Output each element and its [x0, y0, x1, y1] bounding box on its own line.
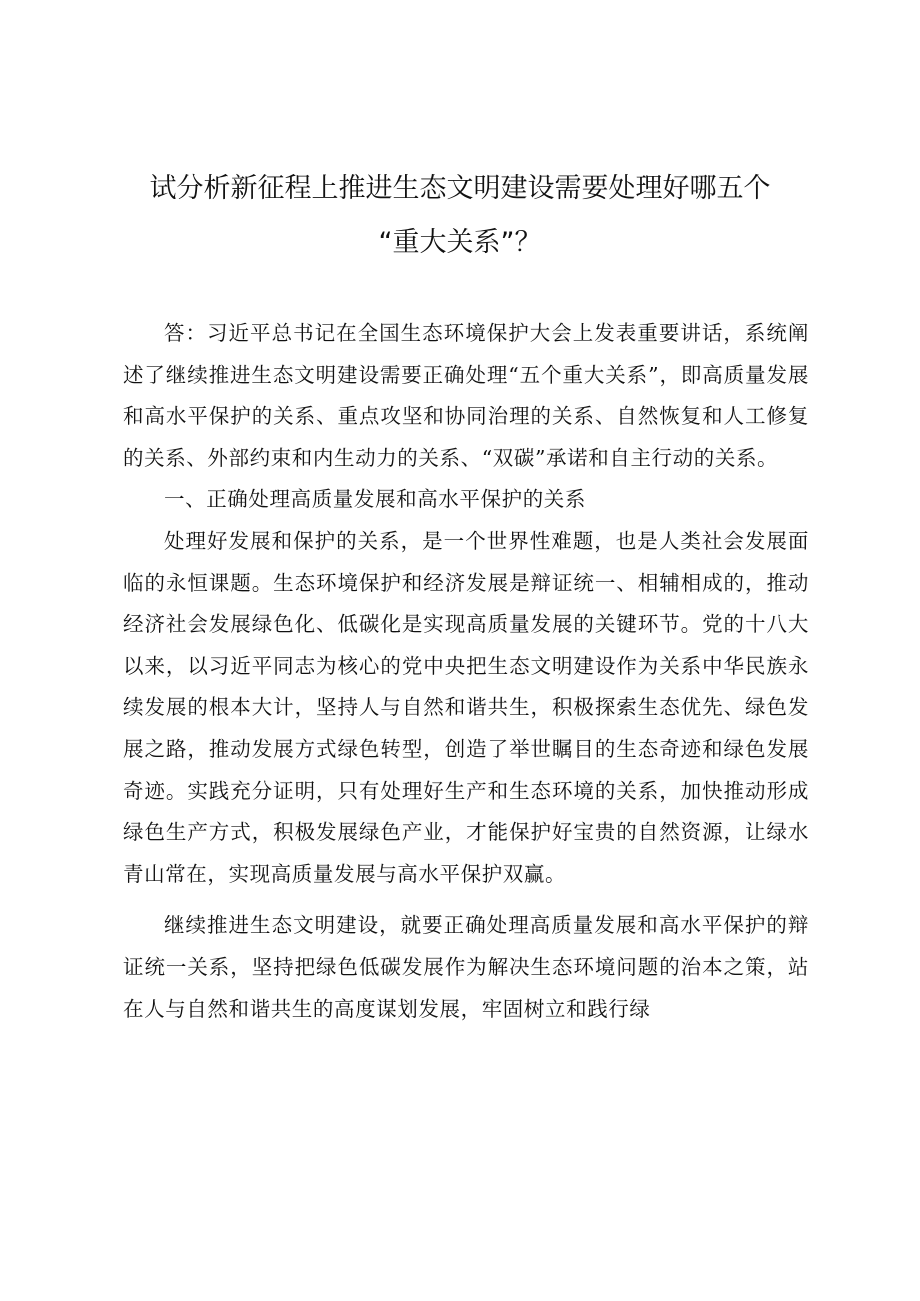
answer-paragraph: 答：习近平总书记在全国生态环境保护大会上发表重要讲话，系统阐述了继续推进生态文明建设需要正确处理“五个重大关系”，即高质量发展和高水平保护的关系、重点攻坚和协同治理的关系、自然恢复和人工修复的关系、外部约束和内生动力的关系、“双碳”承诺和自主行动的关系。 — [123, 321, 809, 470]
body-paragraph: 继续推进生态文明建设，就要正确处理高质量发展和高水平保护的辩证统一关系，坚持把绿色低碳发展作为解决生态环境问题的治本之策，站在人与自然和谐共生的高度谋划发展，牢固树立和践行绿 — [123, 913, 809, 1021]
section-heading: 一、正确处理高质量发展和高水平保护的关系 — [164, 487, 586, 512]
title-line-2: “重大关系”？ — [378, 227, 542, 258]
document-body — [123, 313, 809, 1030]
title-line-1: 试分析新征程上推进生态文明建设需要处理好哪五个 — [149, 173, 771, 204]
body-paragraph: 处理好发展和保护的关系，是一个世界性难题，也是人类社会发展面临的永恒课题。生态环境保护和经济发展是辩证统一、相辅相成的，推动经济社会发展绿色化、低碳化是实现高质量发展的关键环节。党的十八大以来，以习近平同志为核心的党中央把生态文明建设作为关系中华民族永续发展的根本大计，坚持人与自然和谐共生，积极探索生态优先、绿色发展之路，推动发展方式绿色转型，创造了举世瞩目的生态奇迹和绿色发展奇迹。实践充分证明，只有处理好生产和生态环境的关系，加快推动形成绿色生产方式，积极发展绿色产业，才能保护好宝贵的自然资源，让绿水青山常在，实现高质量发展与高水平保护双赢。 — [123, 528, 809, 886]
document-title — [120, 162, 800, 270]
